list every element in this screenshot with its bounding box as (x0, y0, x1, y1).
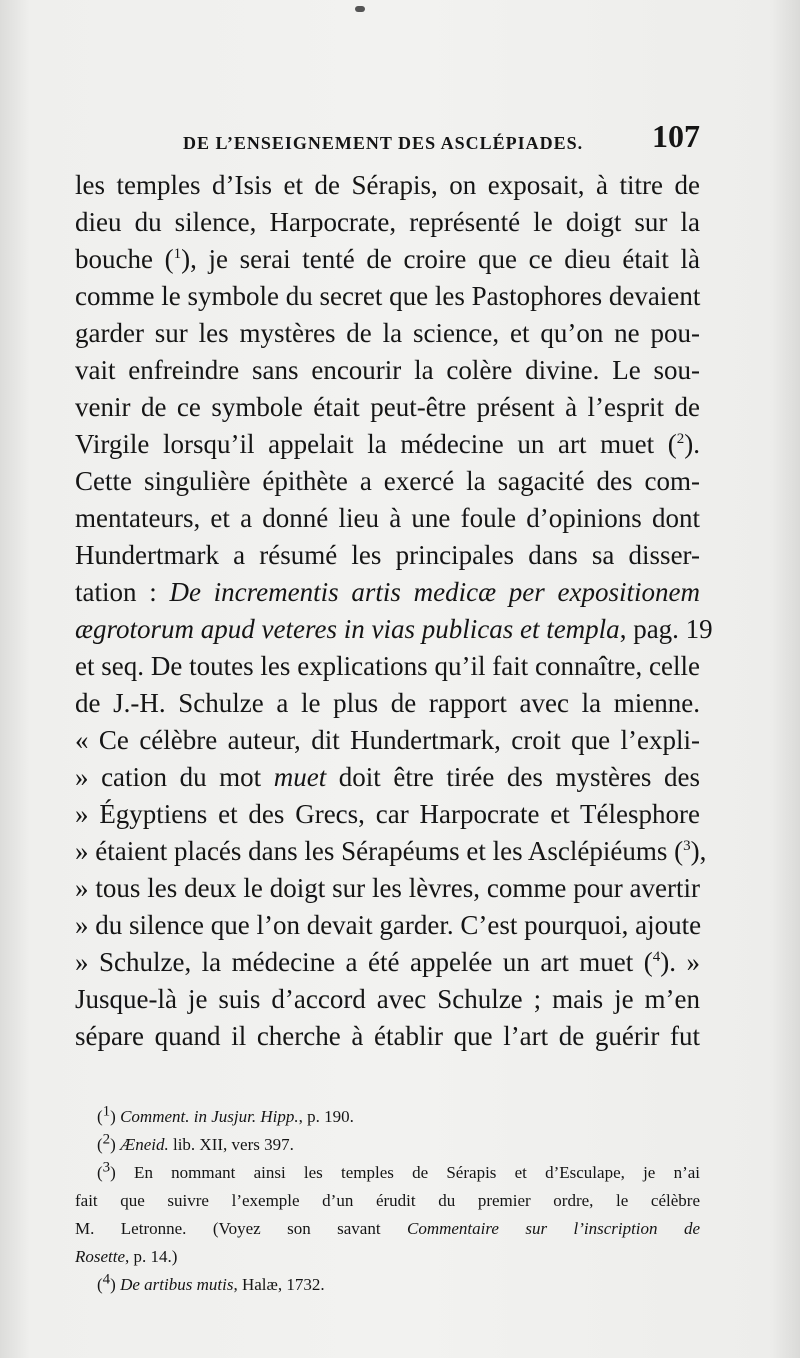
text-line: Virgile lorsqu’il appelait la médecine un art muet ($^2$). (75, 429, 700, 459)
text-line: Hundertmark a résumé les principales dans sa disser- (75, 540, 700, 570)
text-line: » Égyptiens et des Grecs, car Harpocrate et Télesphore (75, 799, 700, 829)
text-line: mentateurs, et a donné lieu à une foule d’opinions dont (75, 503, 700, 533)
footnote-ref: 4 (652, 949, 661, 965)
work-title: ægrotorum apud veteres in vias publicas et templa (75, 614, 620, 644)
text-line: » tous les deux le doigt sur les lèvres, comme pour avertir (75, 873, 700, 903)
work-title: De incrementis artis medicæ per expositionem (169, 577, 700, 607)
text-line: » du silence que l’on devait garder. C’est pourquoi, ajoute (75, 910, 702, 940)
page-number: 107 (652, 118, 700, 154)
footnote-3-cont: M. Letronne. (Voyez son savant Commentaire sur l’inscription de (75, 1219, 701, 1238)
text-line: dieu du silence, Harpocrate, représenté le doigt sur la (75, 207, 700, 237)
text-line: bouche ($^1$), je serai tenté de croire que ce dieu était là (75, 244, 700, 274)
text-line: » Schulze, la médecine a été appelée un art muet ($^4$). » (75, 947, 700, 977)
text-line: sépare quand il cherche à établir que l’art de guérir fut (75, 1021, 700, 1051)
footnote-2: ($^2$) Æneid. lib. XII, vers 397. (97, 1131, 294, 1154)
page-header (75, 118, 700, 168)
footnote-1: ($^1$) Comment. in Jusjur. Hipp., p. 190. (97, 1103, 354, 1126)
text-line: et seq. De toutes les explications qu’il fait connaître, celle (75, 651, 700, 681)
footnote-3-cont: fait que suivre l’exemple d’un érudit du premier ordre, le célèbre (75, 1191, 700, 1210)
footnote-3: ($^3$) En nommant ainsi les temples de Sérapis et d’Esculape, je n’ai (97, 1159, 700, 1182)
text-line: comme le symbole du secret que les Pastophores devaient (75, 281, 701, 311)
ink-mark (355, 6, 365, 12)
text-line: « Ce célèbre auteur, dit Hundertmark, croit que l’expli- (75, 725, 700, 755)
text-line: Jusque-là je suis d’accord avec Schulze ; mais je m’en (75, 984, 700, 1014)
emphasis: muet (273, 762, 327, 792)
text-line: ægrotorum apud veteres in vias publicas et templa, pag. 19 (75, 614, 713, 644)
footnote-4: ($^4$) De artibus mutis, Halæ, 1732. (97, 1271, 325, 1294)
footnotes (75, 1103, 700, 1299)
text-line: les temples d’Isis et de Sérapis, on exposait, à titre de (75, 170, 700, 200)
footnote-ref: 1 (173, 246, 182, 262)
text-line: Cette singulière épithète a exercé la sagacité des com- (75, 466, 700, 496)
text-line: garder sur les mystères de la science, et qu’on ne pou- (75, 318, 700, 348)
text-line: de J.-H. Schulze a le plus de rapport avec la mienne. (75, 688, 700, 718)
footnote-ref: 2 (676, 431, 685, 447)
text-line: » cation du mot muet doit être tirée des mystères des (75, 762, 700, 792)
footnote-ref: 3 (683, 838, 691, 854)
text-line: vait enfreindre sans encourir la colère divine. Le sou- (75, 355, 700, 385)
footnote-3-cont: Rosette, p. 14.) (75, 1247, 178, 1266)
text-line: venir de ce symbole était peut-être présent à l’esprit de (75, 392, 700, 422)
text-line: » étaient placés dans les Sérapéums et les Asclépiéums ($^3$), (75, 836, 707, 866)
body-text (75, 167, 713, 1055)
running-title: DE L’ENSEIGNEMENT DES ASCLÉPIADES. (183, 133, 584, 153)
text-line: tation : De incrementis artis medicæ per expositionem (75, 577, 700, 607)
